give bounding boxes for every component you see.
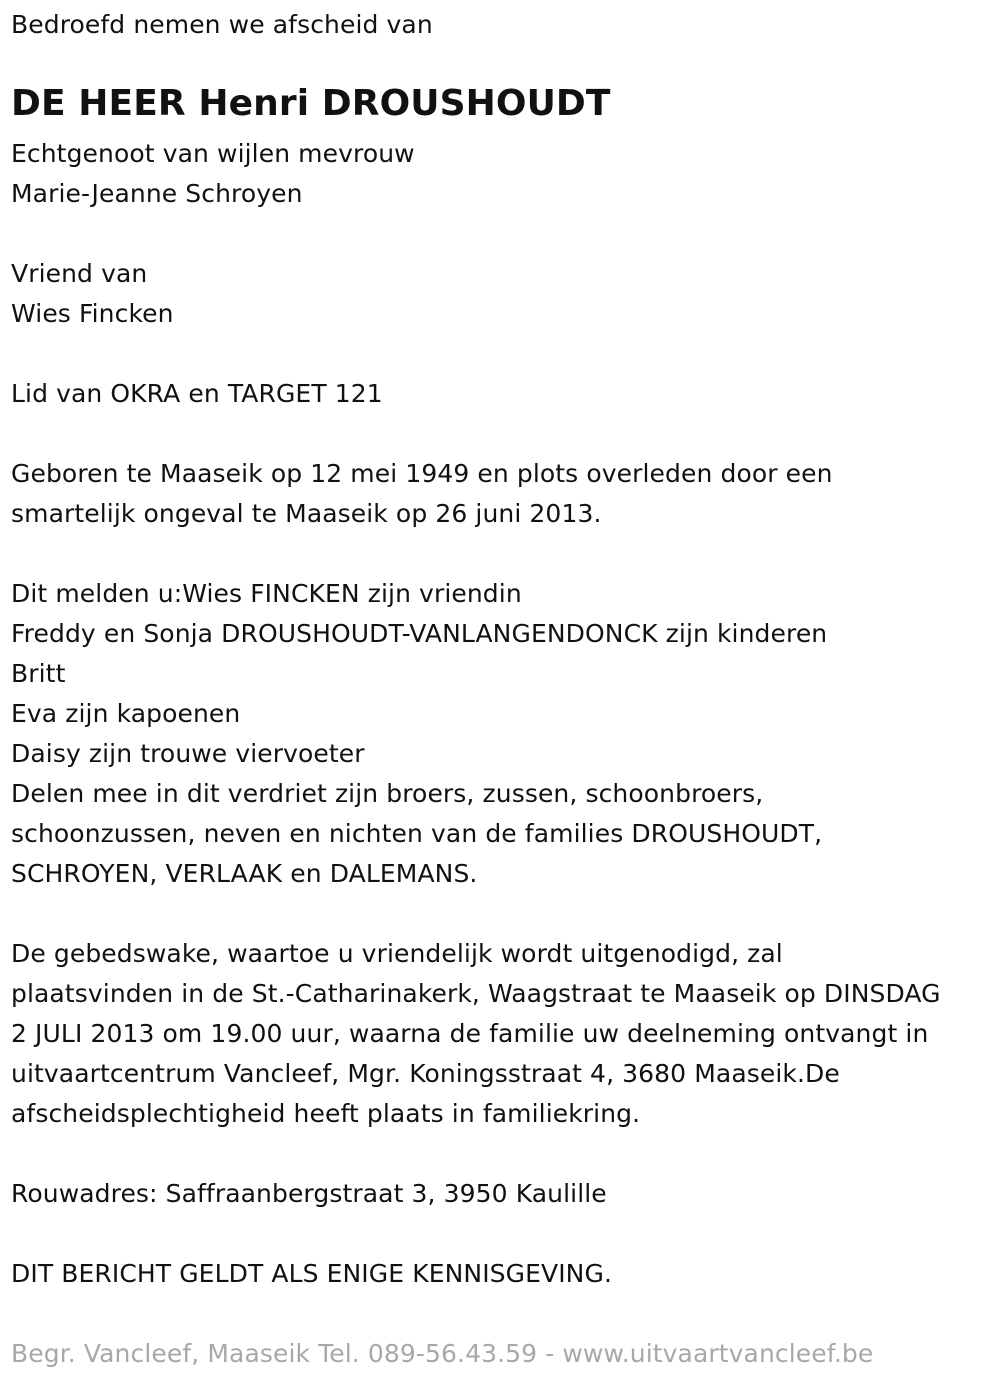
notice-line: DIT BERICHT GELDT ALS ENIGE KENNISGEVING. — [11, 1259, 612, 1288]
friend-line-1: Vriend van — [11, 259, 148, 288]
footer-contact: Begr. Vancleef, Maaseik Tel. 089-56.43.59 - www.uitvaartvancleef.be — [11, 1339, 874, 1368]
family-line: Dit melden u:Wies FINCKEN zijn vriendin — [11, 579, 522, 608]
family-line: SCHROYEN, VERLAAK en DALEMANS. — [11, 859, 478, 888]
membership-line: Lid van OKRA en TARGET 121 — [11, 379, 383, 408]
deceased-name: DE HEER Henri DROUSHOUDT — [11, 83, 611, 124]
family-line: schoonzussen, neven en nichten van de families DROUSHOUDT, — [11, 819, 823, 848]
friend-line-2: Wies Fincken — [11, 299, 174, 328]
intro-text: Bedroefd nemen we afscheid van — [11, 10, 433, 39]
family-line: Britt — [11, 659, 66, 688]
family-line: Delen mee in dit verdriet zijn broers, zussen, schoonbroers, — [11, 779, 764, 808]
ceremony-line: 2 JULI 2013 om 19.00 uur, waarna de familie uw deelneming ontvangt in — [11, 1019, 929, 1048]
family-line: Eva zijn kapoenen — [11, 699, 241, 728]
ceremony-line: afscheidsplechtigheid heeft plaats in familiekring. — [11, 1099, 641, 1128]
spouse-line-2: Marie-Jeanne Schroyen — [11, 179, 303, 208]
spouse-line-1: Echtgenoot van wijlen mevrouw — [11, 139, 415, 168]
family-line: Daisy zijn trouwe viervoeter — [11, 739, 365, 768]
ceremony-line: uitvaartcentrum Vancleef, Mgr. Koningsstraat 4, 3680 Maaseik.De — [11, 1059, 840, 1088]
ceremony-line: plaatsvinden in de St.-Catharinakerk, Waagstraat te Maaseik op DINSDAG — [11, 979, 941, 1008]
mourning-address: Rouwadres: Saffraanbergstraat 3, 3950 Kaulille — [11, 1179, 607, 1208]
birth-line-1: Geboren te Maaseik op 12 mei 1949 en plots overleden door een — [11, 459, 833, 488]
ceremony-line: De gebedswake, waartoe u vriendelijk wordt uitgenodigd, zal — [11, 939, 783, 968]
birth-line-2: smartelijk ongeval te Maaseik op 26 juni 2013. — [11, 499, 602, 528]
family-line: Freddy en Sonja DROUSHOUDT-VANLANGENDONCK zijn kinderen — [11, 619, 828, 648]
